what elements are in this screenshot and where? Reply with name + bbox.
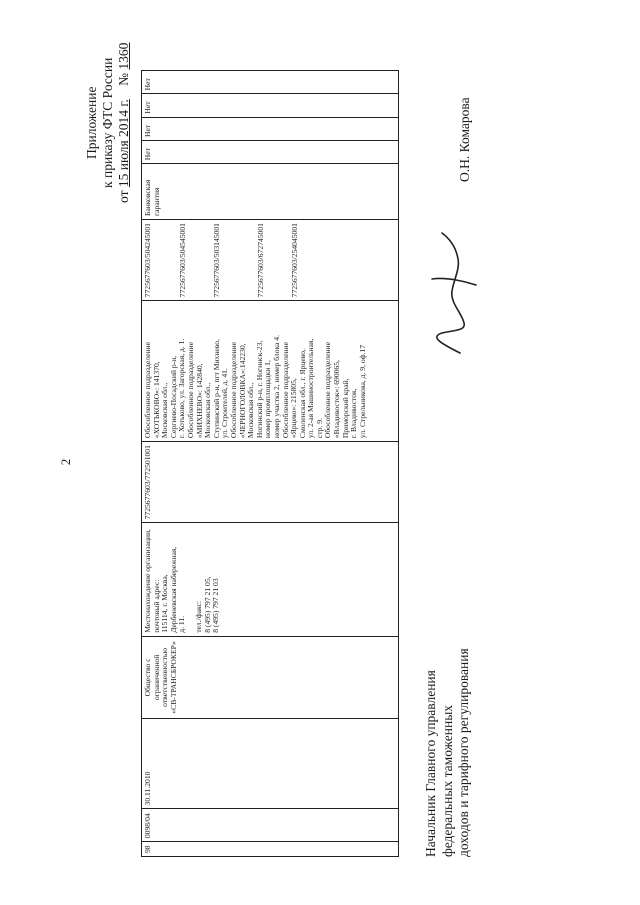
- order-number: 1360: [116, 42, 131, 70]
- page-number: 2: [58, 458, 73, 466]
- subdivision-item: [324, 304, 367, 438]
- organization-name: Общество с ограниченной ответственностью «СВ-ТРАНСБРОКЕР»: [142, 636, 399, 718]
- subdivision-line: Московская обл.,: [246, 382, 256, 439]
- subdivision-line: Сергиево-Посадский р-н,: [168, 355, 178, 439]
- subdivision-line: Обособленное подразделение: [185, 342, 195, 439]
- subdivision-line: Ступинский р-н, пгт Михнево,: [211, 338, 221, 439]
- subdivision-line: Обособленное подразделение: [143, 342, 152, 439]
- subdivision-line: номер участка 2, номер блока 4.: [271, 335, 281, 439]
- address-line: 8 (495) 797 21 03: [211, 578, 221, 633]
- address-line: тел./факс:: [193, 601, 203, 633]
- subdivision-inn: 7725677603/254045001: [290, 223, 300, 298]
- subdivision-line: «Ярцево»: 215805,: [289, 378, 299, 439]
- address-line: Дербеневская набережная,: [168, 546, 178, 633]
- organization-inn: 7725677603/772501001: [142, 442, 399, 523]
- subdivision-line: номер промплощадки 1,: [263, 360, 273, 439]
- appendix-title: Приложение: [84, 86, 99, 160]
- register-table: [141, 70, 399, 857]
- signatory-position: [423, 648, 473, 857]
- subdivision-line: Московская обл.,: [203, 382, 213, 439]
- subdivision-line: «МИХНЕВО»: 142840,: [194, 363, 204, 439]
- subdivision-item: [144, 304, 187, 438]
- address-line: Местонахождение организации,: [143, 529, 152, 633]
- subdivision-line: Московская обл.,: [160, 382, 170, 439]
- organization-address: [142, 523, 399, 636]
- address-line: 8 (495) 797 21 05,: [202, 576, 212, 633]
- address-line: почтовый адрес:: [151, 579, 161, 633]
- subdivision-inn: 7725677603/504545001: [177, 223, 187, 298]
- subdivision-line: Обособленное подразделение: [280, 342, 290, 439]
- subdivision-line: Смоленская обл., г. Ярцево,: [297, 349, 307, 439]
- flag-cell: Нет: [142, 94, 399, 117]
- subdivision-item: [187, 304, 230, 438]
- subdivision-line: «ХОТЬКОВО»: 141370,: [151, 361, 161, 439]
- number-sign: №: [116, 72, 131, 86]
- registration-number: 0098/04: [142, 809, 399, 842]
- guarantee-type: Банковская гарантия: [142, 164, 399, 220]
- position-line: федеральных таможенных: [439, 704, 455, 857]
- registration-date: 30.11.2010: [142, 719, 399, 809]
- subdivisions: [142, 301, 399, 442]
- flag-cell: Нет: [142, 117, 399, 140]
- position-line: Начальник Главного управления: [423, 670, 438, 857]
- order-date: 15 июля 2014 г.: [116, 99, 131, 188]
- subdivision-inn: 7725677603/503145001: [212, 223, 222, 298]
- flag-cell: Нет: [142, 71, 399, 94]
- subdivision-line: «Владивосток»: 690065,: [332, 360, 342, 439]
- subdivision-line: «ЧЕРНОГОЛОВКА»:142230,: [237, 343, 247, 439]
- subdivision-line: Ногинский р-н, г. Ногинск-23,: [254, 340, 264, 439]
- flag-cell: Нет: [142, 140, 399, 163]
- subdivision-line: Обособленное подразделение: [228, 342, 238, 439]
- subdivision-line: ул. Строителей, д. 41.: [220, 368, 230, 439]
- appendix-header: [84, 43, 132, 203]
- order-date-number: [116, 43, 132, 203]
- address-line: д. 11.: [177, 615, 187, 633]
- table-row: [142, 71, 399, 857]
- subdivision-line: Приморский край,: [340, 378, 350, 439]
- subdivision-line: ул. 2-ая Машиностроительная,: [306, 338, 316, 439]
- subdivision-inns: [142, 220, 399, 301]
- order-reference: к приказу ФТС России: [100, 57, 115, 188]
- subdivision-inn: 7725677603/672745001: [255, 223, 265, 298]
- signatory-name: О.Н. Комарова: [457, 97, 472, 182]
- subdivision-line: г. Владивосток,: [349, 388, 359, 439]
- subdivision-inn: 7725677603/504245001: [143, 223, 152, 298]
- subdivision-line: стр. 9.: [314, 418, 324, 439]
- position-line: доходов и тарифного регулирования: [456, 648, 471, 857]
- address-line: 115114, г. Москва,: [160, 574, 170, 633]
- handwritten-signature: [420, 227, 482, 357]
- subdivision-line: г. Хотьково, ул. Загорская, д. 1.: [177, 338, 187, 439]
- subdivision-line: Обособленное подразделение: [323, 342, 333, 439]
- subdivision-item: [282, 304, 325, 438]
- subdivision-line: ул. Стрельникова, д. 9, оф.17: [357, 344, 367, 439]
- row-index: 98: [142, 842, 399, 857]
- date-prefix: от: [116, 190, 131, 203]
- subdivision-item: [230, 304, 282, 438]
